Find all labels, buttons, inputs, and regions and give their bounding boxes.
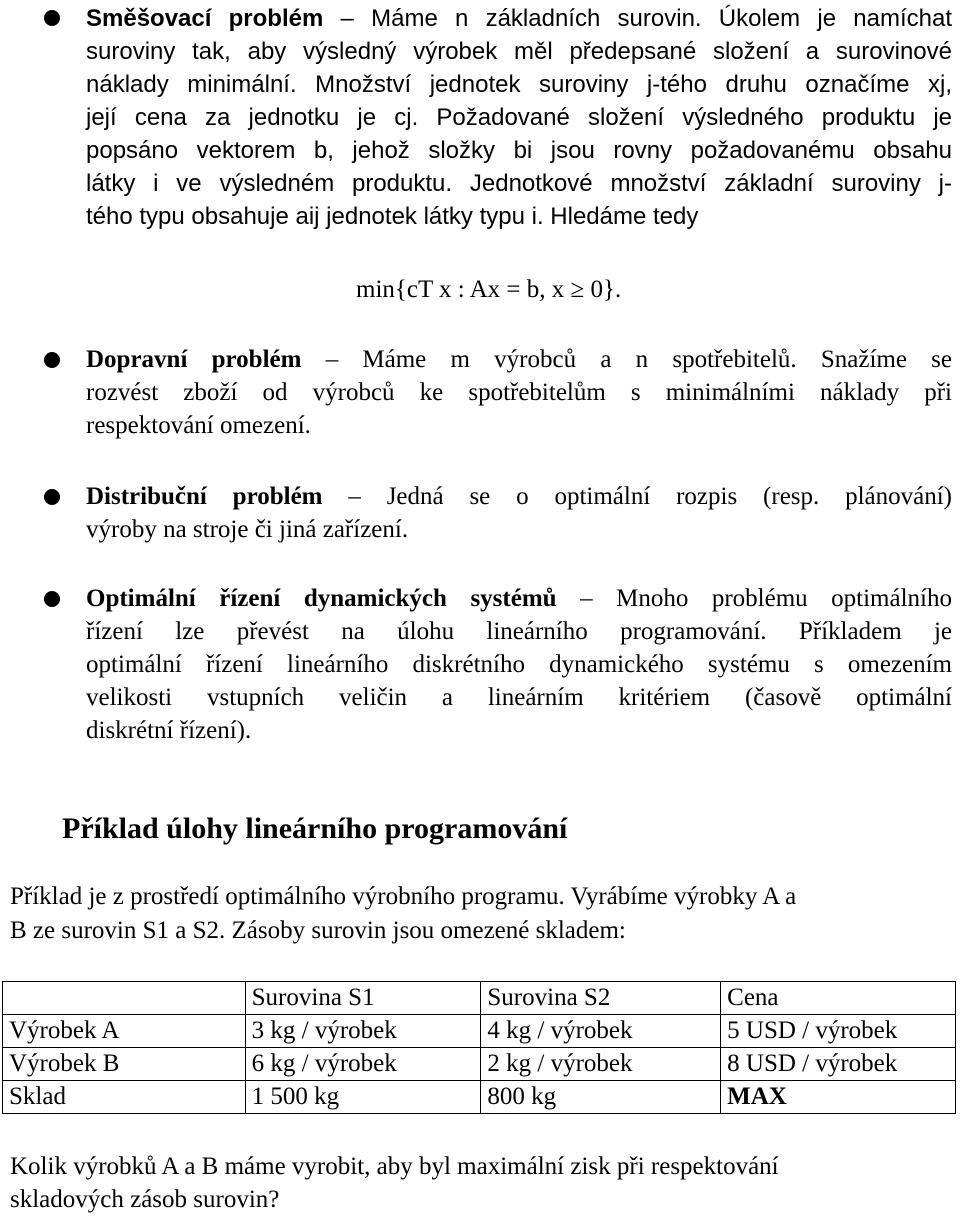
term: Dopravní problém bbox=[86, 346, 302, 373]
term: Směšovací problém bbox=[86, 5, 324, 32]
text-line bbox=[86, 2, 952, 35]
text-line bbox=[86, 582, 952, 615]
text-line: látky i ve výsledném produktu. Jednotkové množství základní suroviny j- bbox=[86, 170, 952, 197]
text-line: popsáno vektorem b, jehož složky bi jsou rovny požadovanému obsahu bbox=[86, 137, 952, 164]
text-line: náklady minimální. Množství jednotek suroviny j-tého druhu označíme xj, bbox=[86, 71, 952, 98]
table-row bbox=[3, 1048, 956, 1081]
table-cell: 6 kg / výrobek bbox=[245, 1048, 481, 1081]
table-cell: 1 500 kg bbox=[245, 1081, 481, 1114]
table-header-row bbox=[3, 982, 956, 1015]
table-header-cell: Surovina S1 bbox=[245, 982, 481, 1015]
bullet-dot bbox=[44, 591, 60, 607]
table-cell: Výrobek B bbox=[3, 1048, 246, 1081]
text-line: rozvést zboží od výrobců ke spotřebitelům s minimálními náklady při bbox=[86, 379, 952, 406]
materials-table bbox=[2, 981, 956, 1114]
text-line: optimální řízení lineárního diskrétního dynamického systému s omezením bbox=[86, 651, 952, 678]
bullet-dot bbox=[44, 489, 60, 505]
bullet-dot bbox=[44, 352, 60, 368]
text-line: řízení lze převést na úlohu lineárního programování. Příkladem je bbox=[86, 618, 952, 645]
question-paragraph bbox=[10, 1150, 779, 1216]
text-line bbox=[86, 343, 952, 376]
text-line: suroviny tak, aby výsledný výrobek měl předepsané složení a surovinové bbox=[86, 38, 952, 65]
text-segment: – Mnoho problému optimálního bbox=[580, 585, 952, 612]
table-cell: Sklad bbox=[3, 1081, 246, 1114]
table-cell: 3 kg / výrobek bbox=[245, 1015, 481, 1048]
bullet-transport-problem bbox=[86, 343, 952, 442]
table-cell: 4 kg / výrobek bbox=[481, 1015, 721, 1048]
table-cell: 5 USD / výrobek bbox=[721, 1015, 956, 1048]
text-line bbox=[86, 480, 952, 513]
bullet-dot bbox=[44, 10, 60, 26]
text-segment: – Máme m výrobců a n spotřebitelů. Snažíme se bbox=[325, 346, 952, 373]
table-cell: 8 USD / výrobek bbox=[721, 1048, 956, 1081]
table-header-cell: Cena bbox=[721, 982, 956, 1015]
bullet-optimal-control bbox=[86, 582, 952, 747]
text-line: tého typu obsahuje aij jednotek látky typu i. Hledáme tedy bbox=[86, 203, 699, 230]
term: Distribuční problém bbox=[86, 483, 323, 510]
table-cell: 800 kg bbox=[481, 1081, 721, 1114]
text-line: respektování omezení. bbox=[86, 412, 311, 439]
table-cell: Výrobek A bbox=[3, 1015, 246, 1048]
table-row bbox=[3, 1015, 956, 1048]
text-line: B ze surovin S1 a S2. Zásoby surovin jsou omezené skladem: bbox=[10, 917, 626, 944]
term: Optimální řízení dynamických systémů bbox=[86, 585, 557, 612]
bullet-distribution-problem bbox=[86, 480, 952, 546]
formula: min{cT x : Ax = b, x ≥ 0}. bbox=[356, 276, 622, 303]
table-row bbox=[3, 1081, 956, 1114]
text-segment: – Jedná se o optimální rozpis (resp. plánování) bbox=[348, 483, 953, 510]
text-line: Kolik výrobků A a B máme vyrobit, aby byl maximální zisk při respektování bbox=[10, 1153, 779, 1180]
section-heading: Příklad úlohy lineárního programování bbox=[62, 812, 568, 845]
text-line: Příklad je z prostředí optimálního výrobního programu. Vyrábíme výrobky A a bbox=[10, 883, 797, 910]
table-cell: 2 kg / výrobek bbox=[481, 1048, 721, 1081]
table-header-cell bbox=[3, 982, 246, 1015]
intro-paragraph bbox=[10, 880, 940, 948]
text-line: skladových zásob surovin? bbox=[10, 1186, 280, 1213]
text-line: velikosti vstupních veličin a lineárním kritériem (časově optimální bbox=[86, 684, 952, 711]
bullet-mixing-problem bbox=[86, 2, 952, 233]
text-line: diskrétní řízení). bbox=[86, 717, 252, 744]
text-segment: – Máme n základních surovin. Úkolem je namíchat bbox=[340, 5, 952, 32]
table-cell-max: MAX bbox=[721, 1081, 956, 1114]
table-header-cell: Surovina S2 bbox=[481, 982, 721, 1015]
text-line: její cena za jednotku je cj. Požadované složení výsledného produktu je bbox=[86, 104, 952, 131]
text-line: výroby na stroje či jiná zařízení. bbox=[86, 516, 409, 543]
